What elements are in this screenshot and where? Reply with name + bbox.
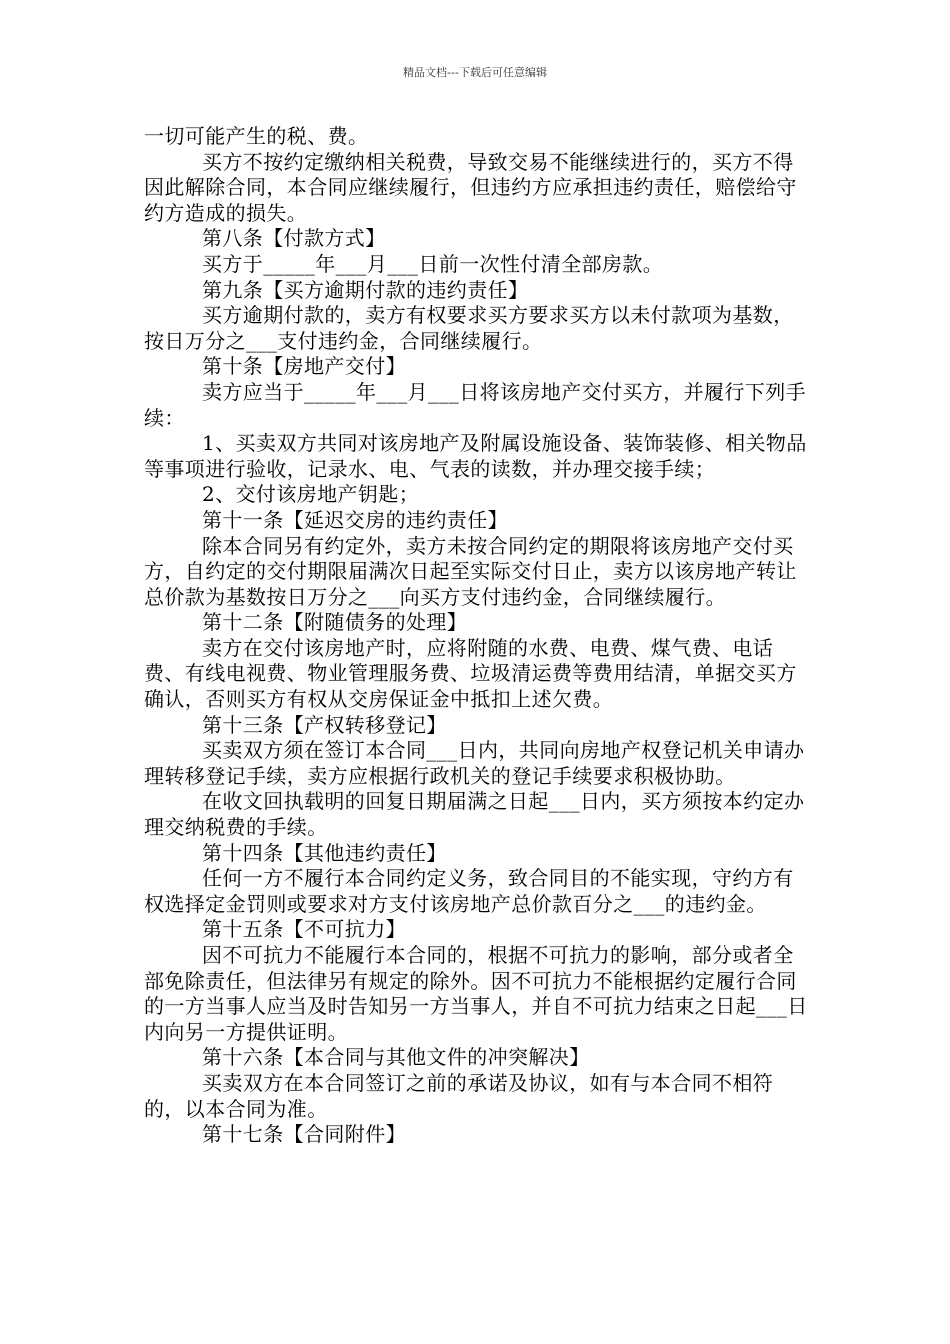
paragraph: 买方逾期付款的，卖方有权要求买方要求买方以未付款项为基数，按日万分之___支付违约金，合同继续履行。 bbox=[144, 303, 794, 353]
article-heading: 第十条【房地产交付】 bbox=[202, 354, 406, 379]
article-heading: 第九条【买方逾期付款的违约责任】 bbox=[202, 277, 529, 302]
paragraph: 除本合同另有约定外，卖方未按合同约定的期限将该房地产交付买方，自约定的交付期限届满次日起至实际交付日止，卖方以该房地产转让总价款为基数按日万分之___向买方支付违约金，合同继续履行。 bbox=[144, 533, 797, 609]
article-heading: 第十七条【合同附件】 bbox=[202, 1122, 406, 1147]
article-heading: 第十二条【附随债务的处理】 bbox=[202, 610, 468, 635]
paragraph: 卖方在交付该房地产时，应将附随的水费、电费、煤气费、电话费、有线电视费、物业管理服务费、垃圾清运费等费用结清，单据交买方确认，否则买方有权从交房保证金中抵扣上述欠费。 bbox=[144, 635, 797, 712]
article-heading: 第八条【付款方式】 bbox=[202, 226, 386, 251]
list-item: 1、买卖双方共同对该房地产及附属设施设备、装饰装修、相关物品等事项进行验收，记录水、电、气表的读数，并办理交接手续； bbox=[144, 431, 807, 481]
document-body bbox=[144, 124, 808, 1148]
paragraph: 买卖双方在本合同签订之前的承诺及协议，如有与本合同不相符的，以本合同为准。 bbox=[144, 1070, 774, 1121]
article-heading: 第十一条【延迟交房的违约责任】 bbox=[202, 507, 508, 532]
paragraph: 买卖双方须在签订本合同___日内，共同向房地产权登记机关申请办理转移登记手续，卖方应根据行政机关的登记手续要求积极协助。 bbox=[144, 738, 805, 788]
article-heading: 第十三条【产权转移登记】 bbox=[202, 712, 447, 737]
paragraph: 因不可抗力不能履行本合同的，根据不可抗力的影响，部分或者全部免除责任，但法律另有规定的除外。因不可抗力不能根据约定履行合同的一方当事人应当及时告知另一方当事人，并自不可抗力结束之日起___日内向另一方提供证明。 bbox=[144, 943, 808, 1044]
paragraph: 卖方应当于_____年___月___日将该房地产交付买方，并履行下列手续： bbox=[144, 379, 806, 430]
article-heading: 第十六条【本合同与其他文件的冲突解决】 bbox=[202, 1045, 590, 1070]
paragraph: 买方不按约定缴纳相关税费，导致交易不能继续进行的，买方不得因此解除合同，本合同应继续履行，但违约方应承担违约责任，赔偿给守约方造成的损失。 bbox=[144, 149, 797, 225]
article-heading: 第十四条【其他违约责任】 bbox=[202, 840, 447, 865]
article-heading: 第十五条【不可抗力】 bbox=[202, 917, 406, 942]
page-header: 精品文档---下载后可任意编辑 bbox=[403, 66, 547, 79]
paragraph: 买方于_____年___月___日前一次性付清全部房款。 bbox=[202, 251, 664, 276]
list-item: 2、交付该房地产钥匙； bbox=[202, 482, 420, 507]
paragraph: 一切可能产生的税、费。 bbox=[144, 124, 369, 148]
paragraph: 在收文回执载明的回复日期届满之日起___日内，买方须按本约定办理交纳税费的手续。 bbox=[144, 789, 805, 840]
paragraph: 任何一方不履行本合同约定义务，致合同目的不能实现，守约方有权选择定金罚则或要求对方支付该房地产总价款百分之___的违约金。 bbox=[144, 866, 794, 916]
